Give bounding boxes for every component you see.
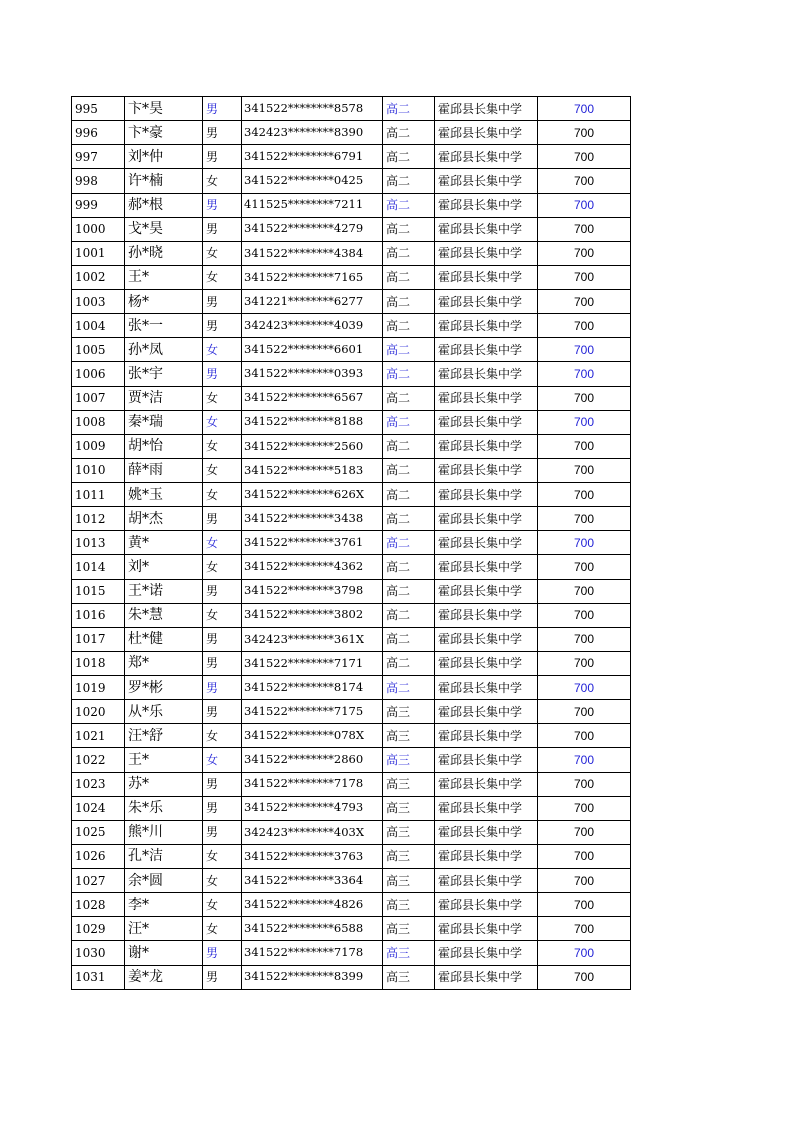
row-number-cell: 1005 xyxy=(72,338,125,362)
row-number-cell: 1020 xyxy=(72,700,125,724)
row-number-cell: 1011 xyxy=(72,483,125,507)
gender-cell: 女 xyxy=(203,386,242,410)
grade-cell: 高二 xyxy=(383,434,435,458)
id-number-cell: 341522********8578 xyxy=(242,97,383,121)
row-number-cell: 1027 xyxy=(72,869,125,893)
gender-cell: 男 xyxy=(203,941,242,965)
school-cell: 霍邱县长集中学 xyxy=(435,844,538,868)
row-number-cell: 1009 xyxy=(72,434,125,458)
id-number-cell: 342423********403X xyxy=(242,820,383,844)
school-cell: 霍邱县长集中学 xyxy=(435,651,538,675)
id-number-cell: 341522********8188 xyxy=(242,410,383,434)
grade-cell: 高二 xyxy=(383,507,435,531)
table-row xyxy=(72,362,631,386)
gender-cell: 女 xyxy=(203,458,242,482)
score-cell: 700 xyxy=(538,603,631,627)
gender-cell: 女 xyxy=(203,434,242,458)
student-name-cell: 胡*怡 xyxy=(125,434,203,458)
table-row xyxy=(72,386,631,410)
table-row xyxy=(72,483,631,507)
grade-cell: 高二 xyxy=(383,290,435,314)
score-cell: 700 xyxy=(538,796,631,820)
id-number-cell: 341522********4384 xyxy=(242,241,383,265)
grade-cell: 高二 xyxy=(383,458,435,482)
score-cell: 700 xyxy=(538,627,631,651)
id-number-cell: 341522********3438 xyxy=(242,507,383,531)
school-cell: 霍邱县长集中学 xyxy=(435,338,538,362)
school-cell: 霍邱县长集中学 xyxy=(435,483,538,507)
grade-cell: 高二 xyxy=(383,169,435,193)
grade-cell: 高二 xyxy=(383,603,435,627)
grade-cell: 高二 xyxy=(383,386,435,410)
student-name-cell: 贾*洁 xyxy=(125,386,203,410)
row-number-cell: 999 xyxy=(72,193,125,217)
table-row xyxy=(72,724,631,748)
school-cell: 霍邱县长集中学 xyxy=(435,265,538,289)
score-cell: 700 xyxy=(538,386,631,410)
grade-cell: 高三 xyxy=(383,844,435,868)
gender-cell: 女 xyxy=(203,844,242,868)
school-cell: 霍邱县长集中学 xyxy=(435,796,538,820)
gender-cell: 女 xyxy=(203,265,242,289)
table-row xyxy=(72,941,631,965)
score-cell: 700 xyxy=(538,507,631,531)
score-cell: 700 xyxy=(538,965,631,989)
table-body xyxy=(72,97,631,990)
school-cell: 霍邱县长集中学 xyxy=(435,362,538,386)
school-cell: 霍邱县长集中学 xyxy=(435,458,538,482)
score-cell: 700 xyxy=(538,145,631,169)
id-number-cell: 341522********7178 xyxy=(242,941,383,965)
row-number-cell: 1022 xyxy=(72,748,125,772)
id-number-cell: 341522********3761 xyxy=(242,531,383,555)
table-row xyxy=(72,700,631,724)
gender-cell: 男 xyxy=(203,290,242,314)
student-name-cell: 王*诺 xyxy=(125,579,203,603)
row-number-cell: 1028 xyxy=(72,893,125,917)
student-name-cell: 黄* xyxy=(125,531,203,555)
id-number-cell: 341522********7165 xyxy=(242,265,383,289)
table-row xyxy=(72,145,631,169)
row-number-cell: 1023 xyxy=(72,772,125,796)
row-number-cell: 1021 xyxy=(72,724,125,748)
id-number-cell: 341522********7175 xyxy=(242,700,383,724)
id-number-cell: 341522********0425 xyxy=(242,169,383,193)
id-number-cell: 341522********3798 xyxy=(242,579,383,603)
score-cell: 700 xyxy=(538,941,631,965)
id-number-cell: 341522********4362 xyxy=(242,555,383,579)
school-cell: 霍邱县长集中学 xyxy=(435,941,538,965)
table-row xyxy=(72,97,631,121)
score-cell: 700 xyxy=(538,555,631,579)
table-row xyxy=(72,217,631,241)
school-cell: 霍邱县长集中学 xyxy=(435,555,538,579)
score-cell: 700 xyxy=(538,217,631,241)
student-name-cell: 薛*雨 xyxy=(125,458,203,482)
student-name-cell: 姚*玉 xyxy=(125,483,203,507)
school-cell: 霍邱县长集中学 xyxy=(435,820,538,844)
school-cell: 霍邱县长集中学 xyxy=(435,627,538,651)
table-row xyxy=(72,603,631,627)
school-cell: 霍邱县长集中学 xyxy=(435,893,538,917)
score-cell: 700 xyxy=(538,917,631,941)
grade-cell: 高三 xyxy=(383,917,435,941)
student-name-cell: 王* xyxy=(125,265,203,289)
score-cell: 700 xyxy=(538,772,631,796)
score-cell: 700 xyxy=(538,820,631,844)
row-number-cell: 1013 xyxy=(72,531,125,555)
id-number-cell: 341522********626X xyxy=(242,483,383,507)
gender-cell: 男 xyxy=(203,362,242,386)
score-cell: 700 xyxy=(538,458,631,482)
gender-cell: 女 xyxy=(203,410,242,434)
school-cell: 霍邱县长集中学 xyxy=(435,217,538,241)
school-cell: 霍邱县长集中学 xyxy=(435,772,538,796)
score-cell: 700 xyxy=(538,676,631,700)
student-name-cell: 刘*仲 xyxy=(125,145,203,169)
score-cell: 700 xyxy=(538,241,631,265)
table-row xyxy=(72,627,631,651)
school-cell: 霍邱县长集中学 xyxy=(435,724,538,748)
score-cell: 700 xyxy=(538,724,631,748)
gender-cell: 男 xyxy=(203,145,242,169)
score-cell: 700 xyxy=(538,844,631,868)
gender-cell: 男 xyxy=(203,314,242,338)
score-cell: 700 xyxy=(538,700,631,724)
school-cell: 霍邱县长集中学 xyxy=(435,748,538,772)
student-name-cell: 罗*彬 xyxy=(125,676,203,700)
gender-cell: 女 xyxy=(203,241,242,265)
row-number-cell: 1017 xyxy=(72,627,125,651)
grade-cell: 高二 xyxy=(383,121,435,145)
school-cell: 霍邱县长集中学 xyxy=(435,531,538,555)
student-name-cell: 卞*豪 xyxy=(125,121,203,145)
row-number-cell: 1029 xyxy=(72,917,125,941)
row-number-cell: 998 xyxy=(72,169,125,193)
grade-cell: 高三 xyxy=(383,965,435,989)
school-cell: 霍邱县长集中学 xyxy=(435,121,538,145)
id-number-cell: 342423********4039 xyxy=(242,314,383,338)
row-number-cell: 1014 xyxy=(72,555,125,579)
row-number-cell: 1016 xyxy=(72,603,125,627)
school-cell: 霍邱县长集中学 xyxy=(435,603,538,627)
school-cell: 霍邱县长集中学 xyxy=(435,169,538,193)
grade-cell: 高三 xyxy=(383,772,435,796)
student-name-cell: 杨* xyxy=(125,290,203,314)
school-cell: 霍邱县长集中学 xyxy=(435,700,538,724)
student-name-cell: 李* xyxy=(125,893,203,917)
gender-cell: 女 xyxy=(203,169,242,193)
grade-cell: 高二 xyxy=(383,627,435,651)
table-row xyxy=(72,579,631,603)
school-cell: 霍邱县长集中学 xyxy=(435,410,538,434)
id-number-cell: 341522********8174 xyxy=(242,676,383,700)
table-row xyxy=(72,241,631,265)
grade-cell: 高二 xyxy=(383,362,435,386)
id-number-cell: 341522********2560 xyxy=(242,434,383,458)
table-row xyxy=(72,844,631,868)
id-number-cell: 341522********6567 xyxy=(242,386,383,410)
row-number-cell: 1001 xyxy=(72,241,125,265)
id-number-cell: 341522********7178 xyxy=(242,772,383,796)
grade-cell: 高三 xyxy=(383,796,435,820)
id-number-cell: 341522********5183 xyxy=(242,458,383,482)
gender-cell: 男 xyxy=(203,820,242,844)
table-row xyxy=(72,169,631,193)
id-number-cell: 341522********8399 xyxy=(242,965,383,989)
grade-cell: 高二 xyxy=(383,217,435,241)
score-cell: 700 xyxy=(538,651,631,675)
score-cell: 700 xyxy=(538,169,631,193)
school-cell: 霍邱县长集中学 xyxy=(435,965,538,989)
school-cell: 霍邱县长集中学 xyxy=(435,97,538,121)
student-name-cell: 朱*乐 xyxy=(125,796,203,820)
score-cell: 700 xyxy=(538,434,631,458)
id-number-cell: 341522********078X xyxy=(242,724,383,748)
grade-cell: 高三 xyxy=(383,893,435,917)
table-row xyxy=(72,338,631,362)
student-name-cell: 张*宇 xyxy=(125,362,203,386)
id-number-cell: 341221********6277 xyxy=(242,290,383,314)
table-row xyxy=(72,507,631,531)
grade-cell: 高三 xyxy=(383,700,435,724)
id-number-cell: 341522********6588 xyxy=(242,917,383,941)
grade-cell: 高二 xyxy=(383,651,435,675)
table-row xyxy=(72,193,631,217)
id-number-cell: 411525********7211 xyxy=(242,193,383,217)
grade-cell: 高二 xyxy=(383,338,435,362)
row-number-cell: 1018 xyxy=(72,651,125,675)
row-number-cell: 1002 xyxy=(72,265,125,289)
score-cell: 700 xyxy=(538,893,631,917)
grade-cell: 高二 xyxy=(383,97,435,121)
student-name-cell: 苏* xyxy=(125,772,203,796)
school-cell: 霍邱县长集中学 xyxy=(435,314,538,338)
student-name-cell: 郝*根 xyxy=(125,193,203,217)
student-name-cell: 汪* xyxy=(125,917,203,941)
school-cell: 霍邱县长集中学 xyxy=(435,579,538,603)
school-cell: 霍邱县长集中学 xyxy=(435,917,538,941)
id-number-cell: 341522********4279 xyxy=(242,217,383,241)
gender-cell: 男 xyxy=(203,507,242,531)
row-number-cell: 997 xyxy=(72,145,125,169)
gender-cell: 男 xyxy=(203,676,242,700)
grade-cell: 高二 xyxy=(383,193,435,217)
id-number-cell: 341522********0393 xyxy=(242,362,383,386)
score-cell: 700 xyxy=(538,748,631,772)
table-row xyxy=(72,676,631,700)
student-name-cell: 姜*龙 xyxy=(125,965,203,989)
student-name-cell: 王* xyxy=(125,748,203,772)
row-number-cell: 1024 xyxy=(72,796,125,820)
grade-cell: 高二 xyxy=(383,410,435,434)
gender-cell: 男 xyxy=(203,965,242,989)
row-number-cell: 1000 xyxy=(72,217,125,241)
grade-cell: 高二 xyxy=(383,531,435,555)
grade-cell: 高三 xyxy=(383,941,435,965)
gender-cell: 男 xyxy=(203,97,242,121)
grade-cell: 高三 xyxy=(383,869,435,893)
table-row xyxy=(72,555,631,579)
score-cell: 700 xyxy=(538,338,631,362)
gender-cell: 男 xyxy=(203,700,242,724)
gender-cell: 女 xyxy=(203,338,242,362)
student-name-cell: 孙*凤 xyxy=(125,338,203,362)
table-row xyxy=(72,893,631,917)
table-row xyxy=(72,651,631,675)
score-cell: 700 xyxy=(538,193,631,217)
row-number-cell: 1026 xyxy=(72,844,125,868)
row-number-cell: 1006 xyxy=(72,362,125,386)
id-number-cell: 341522********3763 xyxy=(242,844,383,868)
grade-cell: 高二 xyxy=(383,314,435,338)
row-number-cell: 1003 xyxy=(72,290,125,314)
id-number-cell: 342423********361X xyxy=(242,627,383,651)
row-number-cell: 996 xyxy=(72,121,125,145)
student-name-cell: 谢* xyxy=(125,941,203,965)
gender-cell: 男 xyxy=(203,796,242,820)
school-cell: 霍邱县长集中学 xyxy=(435,869,538,893)
gender-cell: 女 xyxy=(203,483,242,507)
table-row xyxy=(72,434,631,458)
table-row xyxy=(72,796,631,820)
row-number-cell: 1012 xyxy=(72,507,125,531)
student-table xyxy=(71,96,631,990)
score-cell: 700 xyxy=(538,362,631,386)
score-cell: 700 xyxy=(538,121,631,145)
school-cell: 霍邱县长集中学 xyxy=(435,145,538,169)
id-number-cell: 341522********7171 xyxy=(242,651,383,675)
gender-cell: 女 xyxy=(203,603,242,627)
row-number-cell: 1030 xyxy=(72,941,125,965)
gender-cell: 男 xyxy=(203,193,242,217)
id-number-cell: 341522********4826 xyxy=(242,893,383,917)
student-name-cell: 孔*洁 xyxy=(125,844,203,868)
gender-cell: 女 xyxy=(203,917,242,941)
row-number-cell: 1008 xyxy=(72,410,125,434)
grade-cell: 高三 xyxy=(383,820,435,844)
gender-cell: 男 xyxy=(203,627,242,651)
row-number-cell: 1007 xyxy=(72,386,125,410)
grade-cell: 高二 xyxy=(383,555,435,579)
grade-cell: 高三 xyxy=(383,724,435,748)
gender-cell: 男 xyxy=(203,651,242,675)
table-row xyxy=(72,772,631,796)
table-row xyxy=(72,265,631,289)
score-cell: 700 xyxy=(538,869,631,893)
student-name-cell: 杜*健 xyxy=(125,627,203,651)
grade-cell: 高二 xyxy=(383,579,435,603)
row-number-cell: 1004 xyxy=(72,314,125,338)
gender-cell: 女 xyxy=(203,748,242,772)
student-name-cell: 朱*慧 xyxy=(125,603,203,627)
id-number-cell: 342423********8390 xyxy=(242,121,383,145)
score-cell: 700 xyxy=(538,290,631,314)
table-row xyxy=(72,965,631,989)
grade-cell: 高二 xyxy=(383,676,435,700)
row-number-cell: 1031 xyxy=(72,965,125,989)
gender-cell: 女 xyxy=(203,531,242,555)
score-cell: 700 xyxy=(538,579,631,603)
row-number-cell: 1019 xyxy=(72,676,125,700)
student-name-cell: 汪*舒 xyxy=(125,724,203,748)
school-cell: 霍邱县长集中学 xyxy=(435,290,538,314)
student-name-cell: 胡*杰 xyxy=(125,507,203,531)
school-cell: 霍邱县长集中学 xyxy=(435,507,538,531)
table-row xyxy=(72,458,631,482)
student-name-cell: 郑* xyxy=(125,651,203,675)
id-number-cell: 341522********3802 xyxy=(242,603,383,627)
row-number-cell: 1015 xyxy=(72,579,125,603)
student-name-cell: 秦*瑞 xyxy=(125,410,203,434)
table-row xyxy=(72,820,631,844)
grade-cell: 高二 xyxy=(383,265,435,289)
gender-cell: 男 xyxy=(203,121,242,145)
student-name-cell: 余*圆 xyxy=(125,869,203,893)
id-number-cell: 341522********3364 xyxy=(242,869,383,893)
score-cell: 700 xyxy=(538,97,631,121)
id-number-cell: 341522********2860 xyxy=(242,748,383,772)
gender-cell: 女 xyxy=(203,869,242,893)
school-cell: 霍邱县长集中学 xyxy=(435,386,538,410)
school-cell: 霍邱县长集中学 xyxy=(435,676,538,700)
score-cell: 700 xyxy=(538,531,631,555)
table-row xyxy=(72,410,631,434)
school-cell: 霍邱县长集中学 xyxy=(435,193,538,217)
id-number-cell: 341522********4793 xyxy=(242,796,383,820)
table-row xyxy=(72,531,631,555)
score-cell: 700 xyxy=(538,314,631,338)
score-cell: 700 xyxy=(538,410,631,434)
school-cell: 霍邱县长集中学 xyxy=(435,434,538,458)
gender-cell: 女 xyxy=(203,893,242,917)
row-number-cell: 995 xyxy=(72,97,125,121)
student-name-cell: 许*楠 xyxy=(125,169,203,193)
table-row xyxy=(72,121,631,145)
row-number-cell: 1025 xyxy=(72,820,125,844)
table-row xyxy=(72,748,631,772)
table-row xyxy=(72,290,631,314)
grade-cell: 高二 xyxy=(383,145,435,169)
row-number-cell: 1010 xyxy=(72,458,125,482)
student-name-cell: 刘* xyxy=(125,555,203,579)
gender-cell: 男 xyxy=(203,217,242,241)
gender-cell: 女 xyxy=(203,724,242,748)
table-row xyxy=(72,917,631,941)
student-name-cell: 戈*昊 xyxy=(125,217,203,241)
grade-cell: 高三 xyxy=(383,748,435,772)
id-number-cell: 341522********6791 xyxy=(242,145,383,169)
grade-cell: 高二 xyxy=(383,241,435,265)
school-cell: 霍邱县长集中学 xyxy=(435,241,538,265)
student-name-cell: 卞*昊 xyxy=(125,97,203,121)
student-name-cell: 孙*晓 xyxy=(125,241,203,265)
grade-cell: 高二 xyxy=(383,483,435,507)
gender-cell: 女 xyxy=(203,555,242,579)
id-number-cell: 341522********6601 xyxy=(242,338,383,362)
student-name-cell: 张*一 xyxy=(125,314,203,338)
gender-cell: 男 xyxy=(203,772,242,796)
score-cell: 700 xyxy=(538,265,631,289)
gender-cell: 男 xyxy=(203,579,242,603)
table-row xyxy=(72,314,631,338)
student-name-cell: 从*乐 xyxy=(125,700,203,724)
table-row xyxy=(72,869,631,893)
score-cell: 700 xyxy=(538,483,631,507)
student-name-cell: 熊*川 xyxy=(125,820,203,844)
